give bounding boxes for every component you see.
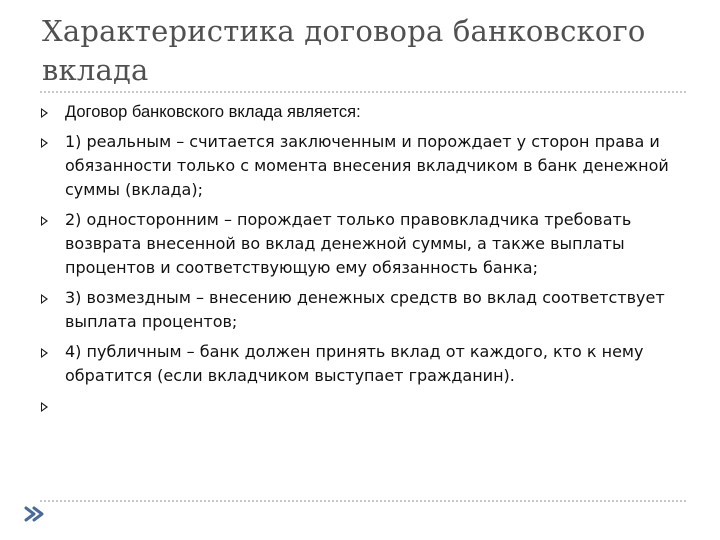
list-item xyxy=(36,286,686,334)
bullet-text: 2) односторонним – порождает только правовкладчика требовать возврата внесенной во вклад денежной суммы, а также выплаты процентов и соответствующую ему обязанность банка; xyxy=(65,210,632,277)
list-item xyxy=(36,130,686,202)
list-item xyxy=(36,394,686,418)
footer-divider xyxy=(40,500,686,502)
title-divider xyxy=(40,91,686,93)
bullet-text: 3) возмездным – внесению денежных средств во вклад соответствует выплата процентов; xyxy=(65,288,665,331)
triangle-bullet-icon xyxy=(41,216,48,226)
list-item xyxy=(36,208,686,280)
list-item xyxy=(36,340,686,388)
bullet-text: 1) реальным – считается заключенным и порождает у сторон права и обязанности только с момента внесения вкладчиком в банк денежной суммы (вклада); xyxy=(65,132,669,199)
triangle-bullet-icon xyxy=(41,294,48,304)
bullet-text: 4) публичным – банк должен принять вклад от каждого, кто к нему обратится (если вкладчиком выступает гражданин). xyxy=(65,342,644,385)
triangle-bullet-icon xyxy=(41,138,48,148)
bullet-list xyxy=(36,100,686,424)
triangle-bullet-icon xyxy=(41,348,48,358)
slide-nav-arrow-icon[interactable] xyxy=(24,506,46,522)
list-item xyxy=(36,100,686,124)
slide-title: Характеристика договора банковского вклада xyxy=(42,14,646,87)
bullet-text: Договор банковского вклада является: xyxy=(65,103,361,121)
triangle-bullet-icon xyxy=(41,108,48,118)
triangle-bullet-icon xyxy=(41,402,48,412)
